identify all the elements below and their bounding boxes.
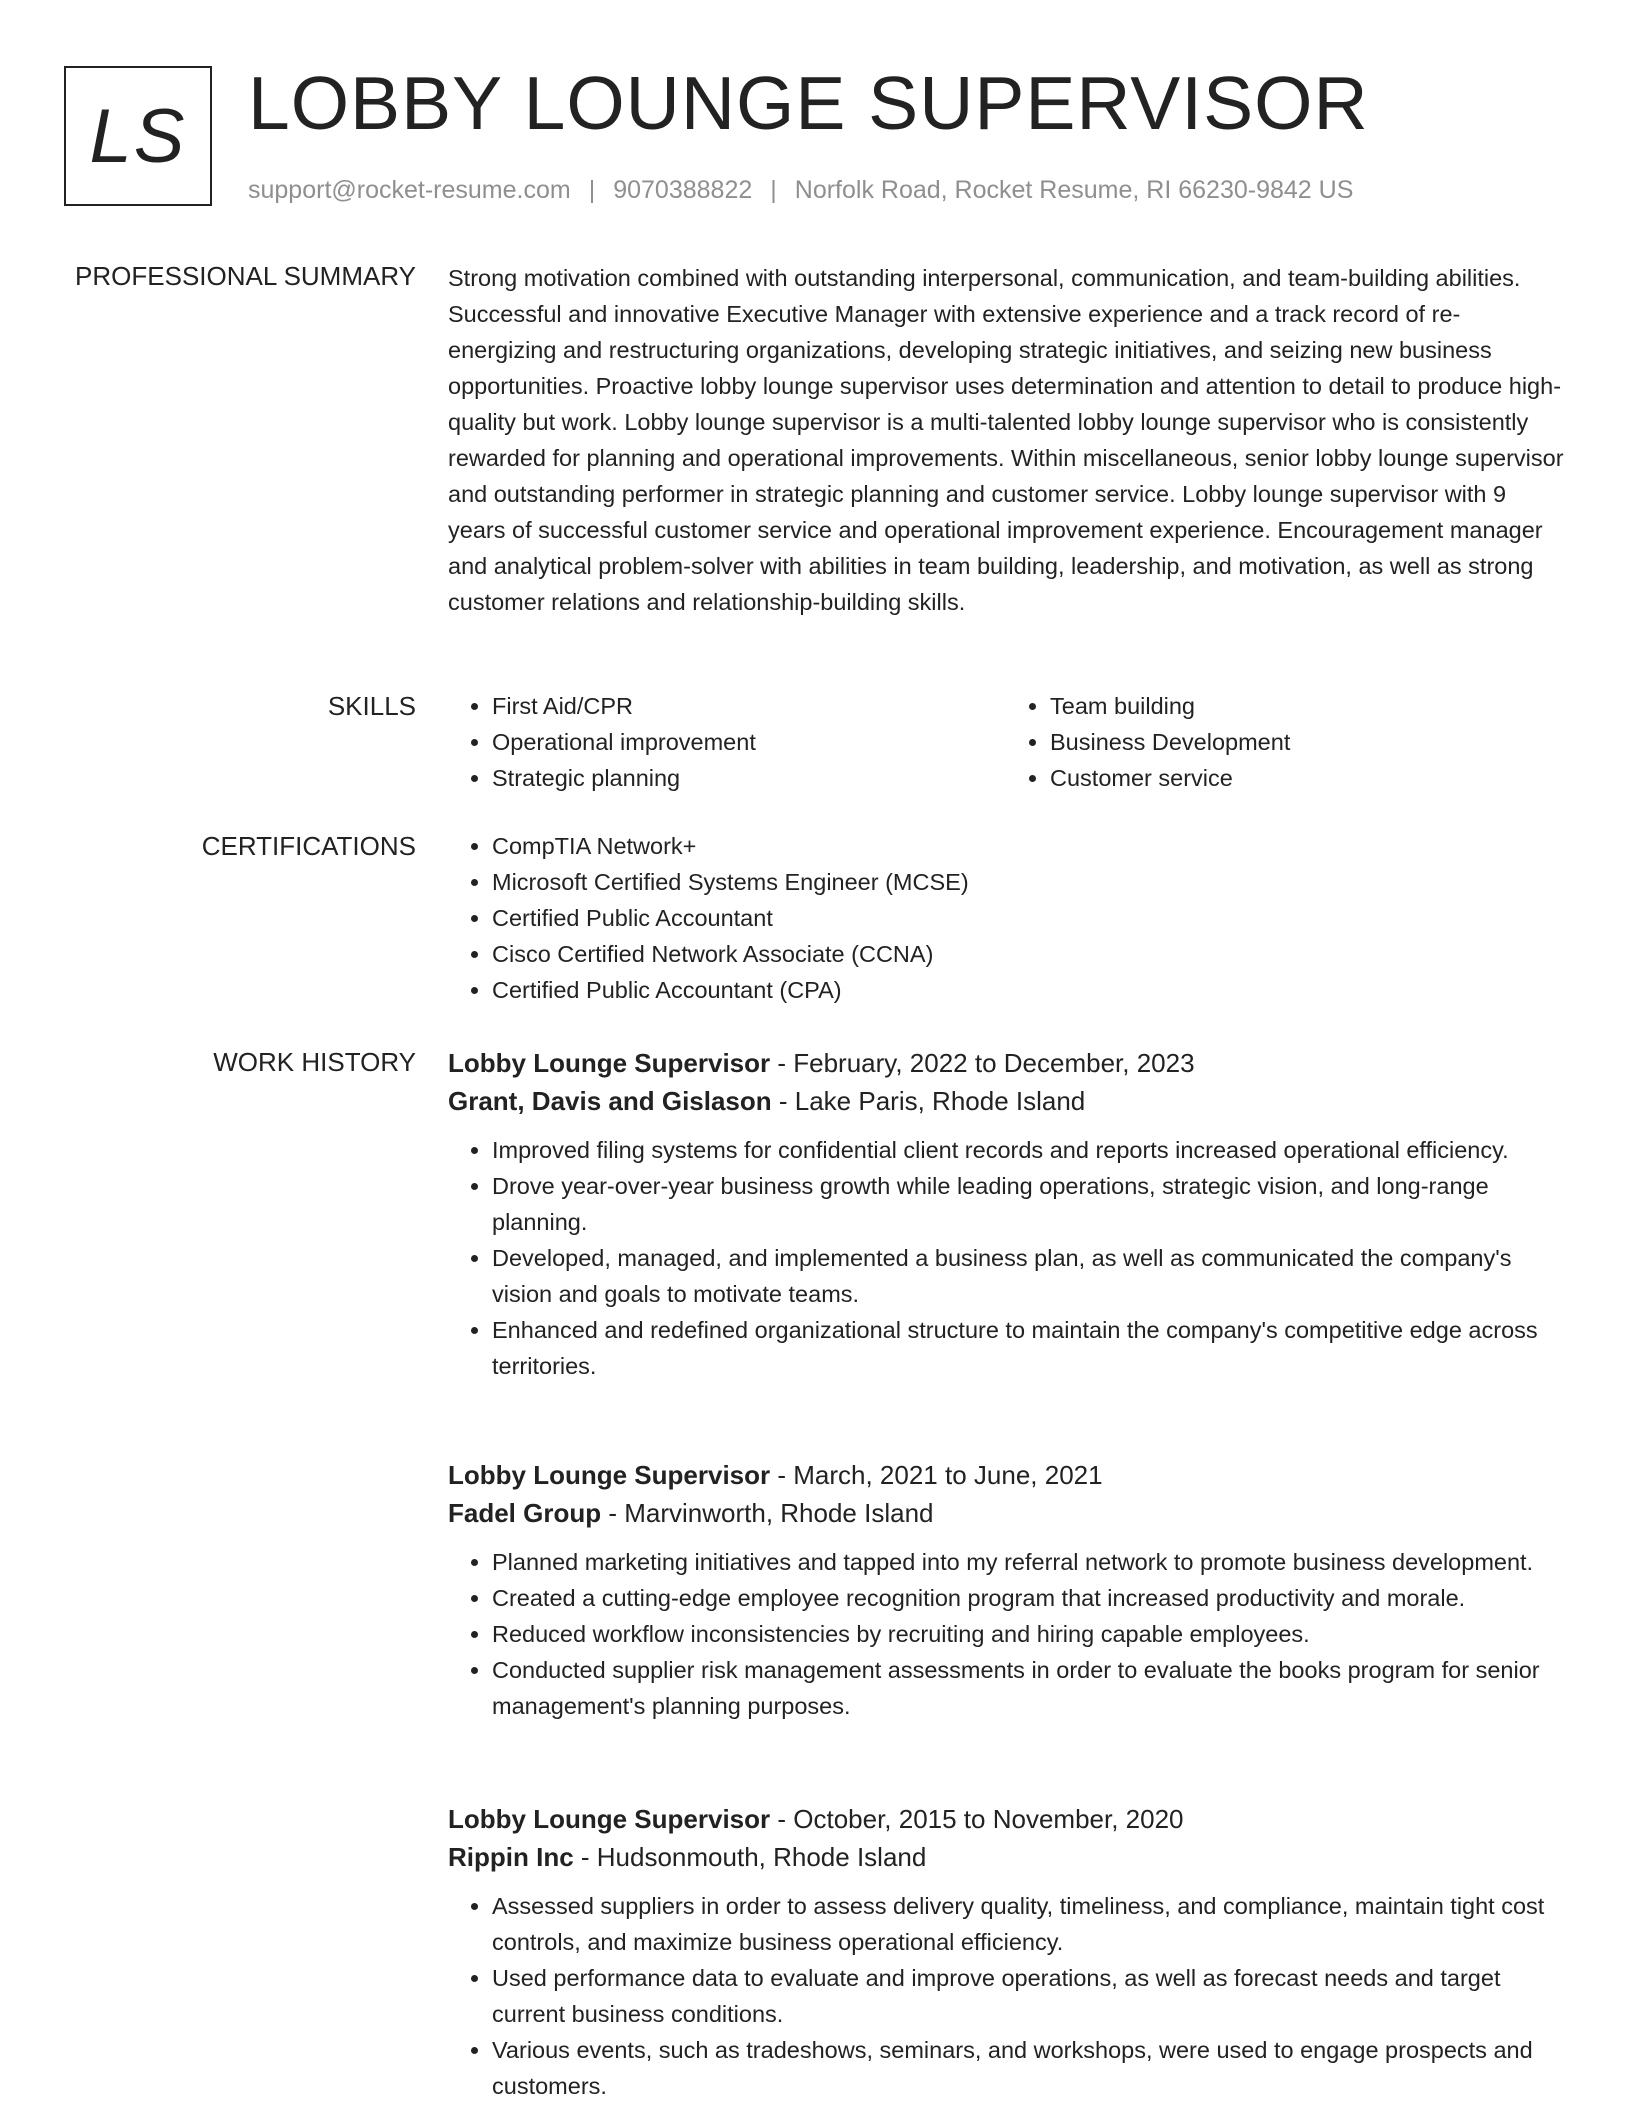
- contact-address: Norfolk Road, Rocket Resume, RI 66230-9842 US: [794, 176, 1354, 204]
- job-dates: - March, 2021 to June, 2021: [770, 1460, 1103, 1490]
- job-entry: [448, 1456, 1564, 1724]
- job-company-line: [448, 1838, 1564, 1876]
- job-entry: [448, 1044, 1564, 1384]
- section-heading-summary: PROFESSIONAL SUMMARY: [75, 261, 416, 291]
- list-item: • CompTIA Network+: [492, 828, 1564, 864]
- skills-list-left: [448, 688, 1006, 796]
- monogram-logo: LS: [64, 66, 212, 206]
- section-heading-work-history: WORK HISTORY: [213, 1047, 416, 1077]
- list-item: • Reduced workflow inconsistencies by recruiting and hiring capable employees.: [492, 1616, 1564, 1652]
- job-company: Fadel Group: [448, 1498, 602, 1528]
- contact-separator: |: [588, 176, 596, 204]
- job-location: - Hudsonmouth, Rhode Island: [573, 1842, 927, 1872]
- list-item: • Improved filing systems for confidential client records and reports increased operational efficiency.: [492, 1132, 1564, 1168]
- skills-list-right: [1006, 688, 1564, 796]
- list-item: • Used performance data to evaluate and improve operations, as well as forecast needs and target current business conditions.: [492, 1960, 1564, 2032]
- list-item: • Certified Public Accountant: [492, 900, 1564, 936]
- list-item: • Drove year-over-year business growth while leading operations, strategic vision, and long-range planning.: [492, 1168, 1564, 1240]
- skills-grid: [448, 688, 1564, 796]
- list-item: • Created a cutting-edge employee recognition program that increased productivity and morale.: [492, 1580, 1564, 1616]
- list-item: • Planned marketing initiatives and tapped into my referral network to promote business development.: [492, 1544, 1564, 1580]
- job-company: Rippin Inc: [448, 1842, 574, 1872]
- list-item: • Certified Public Accountant (CPA): [492, 972, 1564, 1008]
- job-dates: - February, 2022 to December, 2023: [770, 1048, 1195, 1078]
- list-item: • Strategic planning: [492, 760, 1006, 796]
- list-item: • Team building: [1050, 688, 1564, 724]
- list-item: • Customer service: [1050, 760, 1564, 796]
- contact-phone[interactable]: 9070388822: [613, 176, 753, 204]
- contact-separator: |: [770, 176, 777, 204]
- job-entry: [448, 1800, 1564, 2104]
- list-item: • Operational improvement: [492, 724, 1006, 760]
- job-bullets: [448, 1132, 1564, 1384]
- list-item: • Various events, such as tradeshows, seminars, and workshops, were used to engage prospects and customers.: [492, 2032, 1564, 2104]
- job-location: - Marvinworth, Rhode Island: [601, 1498, 934, 1528]
- list-item: • Business Development: [1050, 724, 1564, 760]
- list-item: • Enhanced and redefined organizational structure to maintain the company's competitive edge across territories.: [492, 1312, 1564, 1384]
- job-company-line: [448, 1082, 1564, 1120]
- job-bullets: [448, 1544, 1564, 1724]
- section-heading-certifications: CERTIFICATIONS: [201, 831, 416, 861]
- list-item: • Developed, managed, and implemented a business plan, as well as communicated the company's vision and goals to motivate teams.: [492, 1240, 1564, 1312]
- job-location: - Lake Paris, Rhode Island: [771, 1086, 1086, 1116]
- job-title-line: [448, 1456, 1564, 1494]
- list-item: • Conducted supplier risk management assessments in order to evaluate the books program for senior management's planning purposes.: [492, 1652, 1564, 1724]
- list-item: • Cisco Certified Network Associate (CCNA): [492, 936, 1564, 972]
- skills-body: [448, 688, 1564, 796]
- list-item: • Assessed suppliers in order to assess delivery quality, timeliness, and compliance, maintain tight cost controls, and maximize business operational efficiency.: [492, 1888, 1564, 1960]
- job-title: Lobby Lounge Supervisor: [448, 1460, 771, 1490]
- certifications-list: [448, 828, 1564, 1008]
- list-item: • First Aid/CPR: [492, 688, 1006, 724]
- job-company: Grant, Davis and Gislason: [448, 1086, 772, 1116]
- certifications-body: [448, 828, 1564, 1008]
- contact-email[interactable]: support@rocket-resume.com: [248, 176, 571, 204]
- page-title: LOBBY LOUNGE SUPERVISOR: [248, 61, 1369, 145]
- contact-line: [248, 172, 1353, 208]
- job-title: Lobby Lounge Supervisor: [448, 1804, 771, 1834]
- job-title: Lobby Lounge Supervisor: [448, 1048, 771, 1078]
- job-dates: - October, 2015 to November, 2020: [770, 1804, 1184, 1834]
- job-title-line: [448, 1044, 1564, 1082]
- list-item: • Microsoft Certified Systems Engineer (MCSE): [492, 864, 1564, 900]
- section-heading-skills: SKILLS: [327, 691, 416, 721]
- job-bullets: [448, 1888, 1564, 2104]
- job-title-line: [448, 1800, 1564, 1838]
- job-company-line: [448, 1494, 1564, 1532]
- summary-body: [448, 260, 1564, 620]
- summary-text: Strong motivation combined with outstanding interpersonal, communication, and team-building abilities. Successful and innovative Executive Manager with extensive experience and a track record of re-energizing and restructuring organizations, developing strategic initiatives, and seizing new business opportunities. Proactive lobby lounge supervisor uses determination and attention to detail to produce high-quality but work. Lobby lounge supervisor is a multi-talented lobby lounge supervisor who is consistently rewarded for planning and operational improvements. Within miscellaneous, senior lobby lounge supervisor and outstanding performer in strategic planning and customer service. Lobby lounge supervisor with 9 years of successful customer service and operational improvement experience. Encouragement manager and analytical problem-solver with abilities in team building, leadership, and motivation, as well as strong customer relations and relationship-building skills.: [448, 265, 1564, 615]
